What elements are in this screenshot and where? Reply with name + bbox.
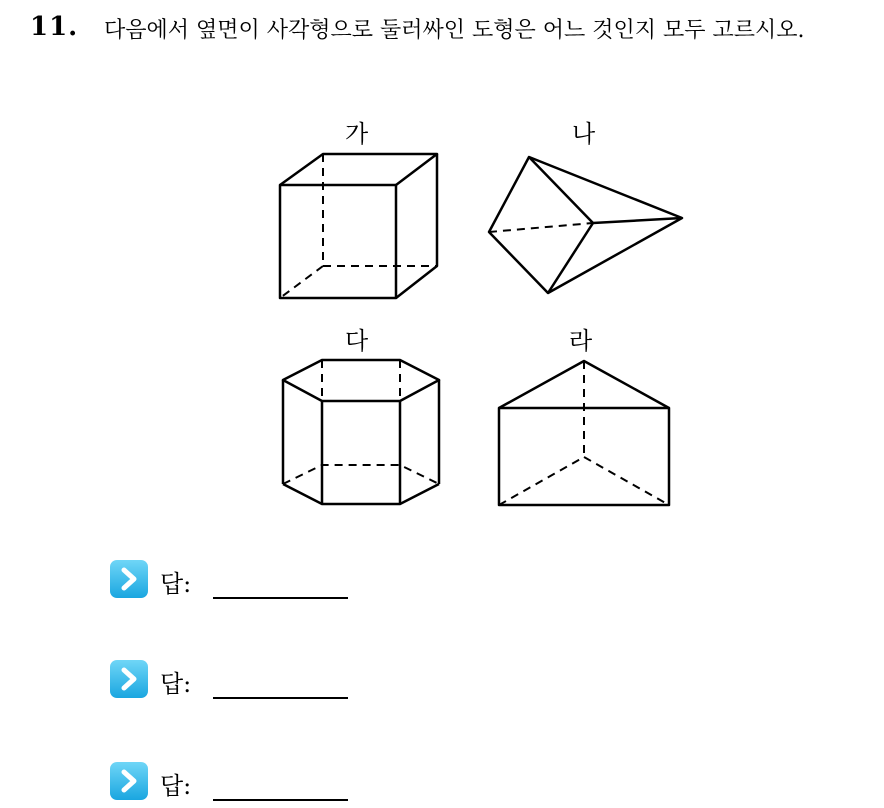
triangular-pyramid-figure [489, 157, 682, 293]
figure-label-na: 나 [572, 120, 596, 148]
cube-figure [280, 154, 437, 298]
figure-label-ga: 가 [345, 120, 369, 148]
question-text: 다음에서 옆면이 사각형으로 둘러싸인 도형은 어느 것인지 모두 고르시오. [104, 18, 805, 43]
answer-blank[interactable] [213, 697, 348, 699]
figure-label-da: 다 [345, 327, 369, 355]
triangular-prism-figure [499, 361, 669, 505]
answer-blank[interactable] [213, 597, 348, 599]
chevron-right-icon [110, 660, 148, 698]
answer-label: 답: [160, 772, 192, 800]
figure-label-ra: 라 [569, 327, 593, 355]
hexagonal-prism-figure [283, 360, 439, 504]
answer-blank[interactable] [213, 799, 348, 801]
chevron-right-icon [110, 762, 148, 800]
question-number: 11. [30, 12, 79, 42]
chevron-right-icon [110, 560, 148, 598]
answer-label: 답: [160, 670, 192, 698]
answer-label: 답: [160, 570, 192, 598]
